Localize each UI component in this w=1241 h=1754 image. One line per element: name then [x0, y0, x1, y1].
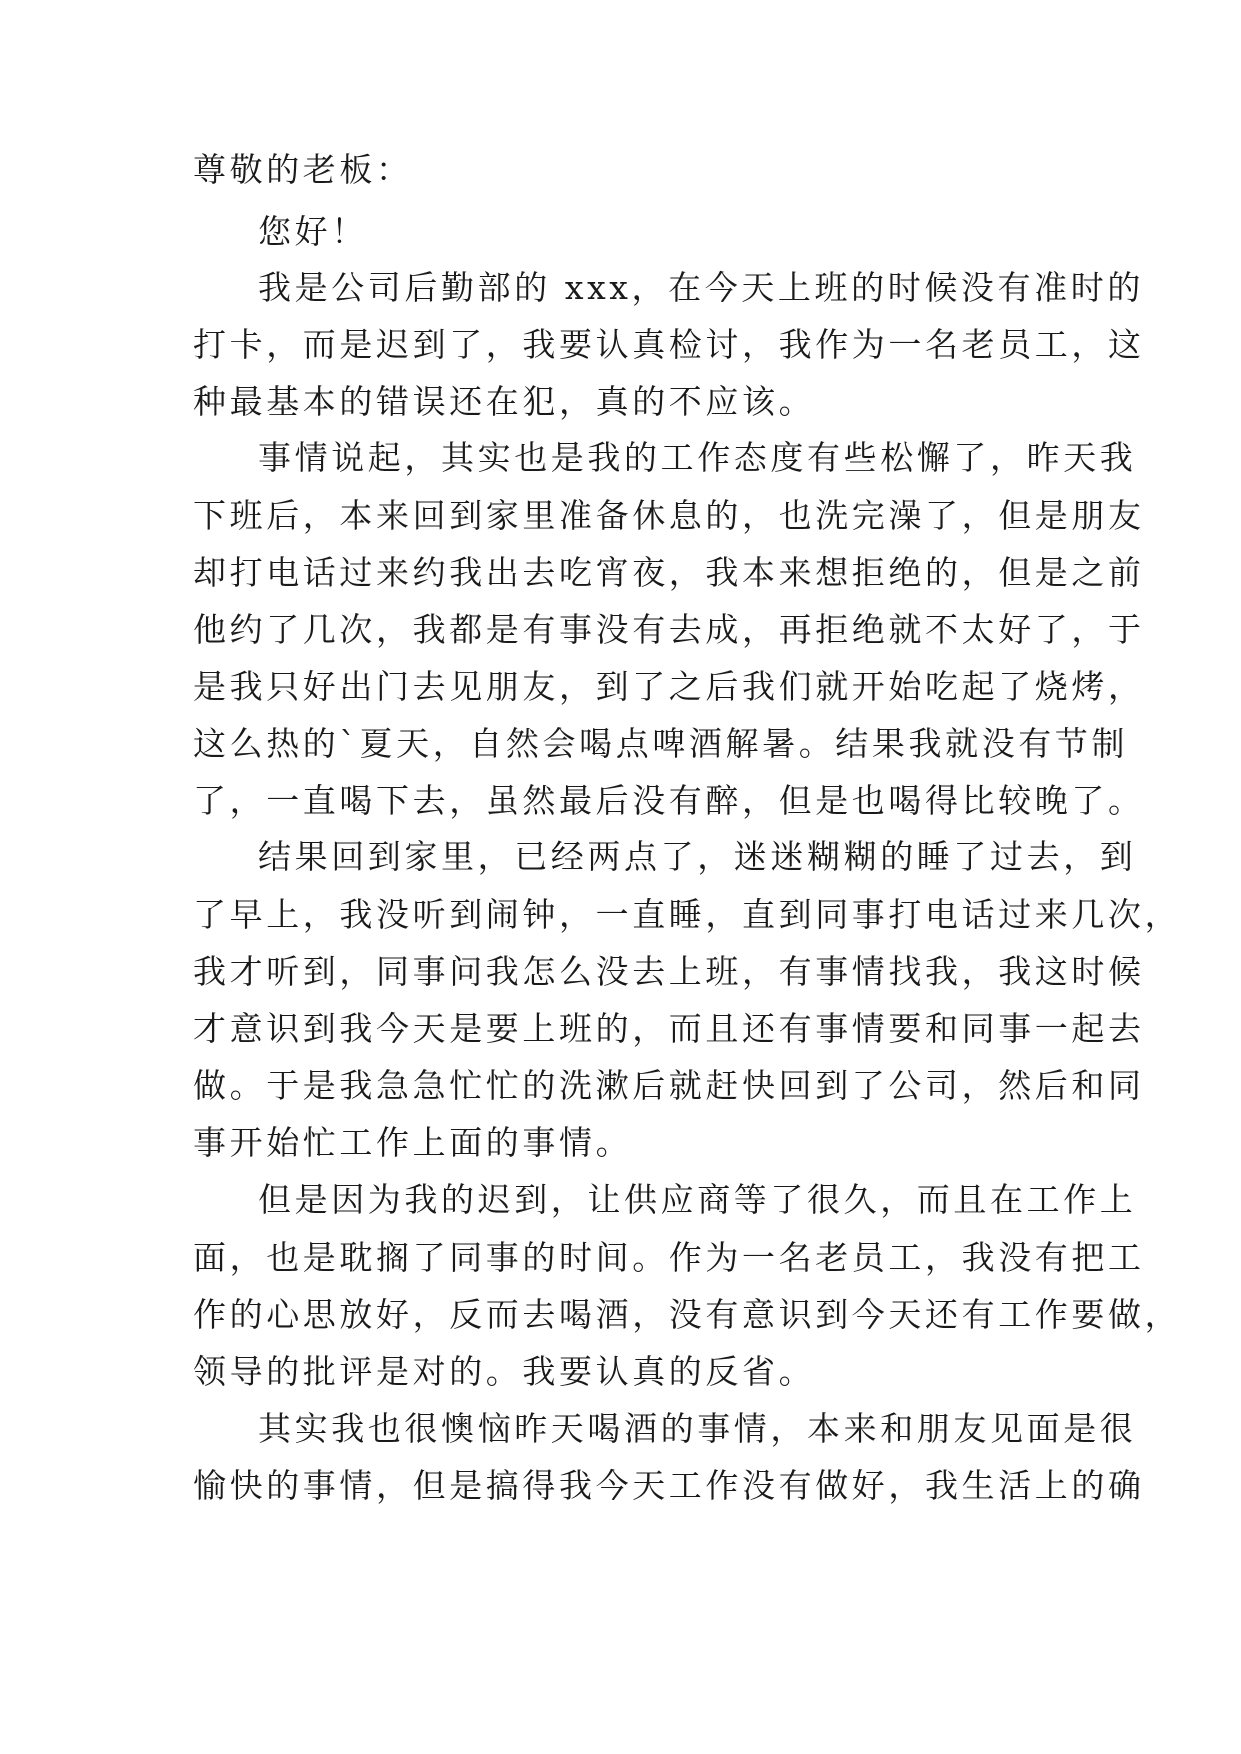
- body-line: 但是因为我的迟到，让供应商等了很久，而且在工作上: [258, 1180, 1137, 1219]
- body-line: 面，也是耽搁了同事的时间。作为一名老员工，我没有把工: [193, 1238, 1145, 1277]
- body-line: 却打电话过来约我出去吃宵夜，我本来想拒绝的，但是之前: [193, 553, 1145, 592]
- body-line: 种最基本的错误还在犯，真的不应该。: [193, 382, 816, 421]
- body-line: 打卡，而是迟到了，我要认真检讨，我作为一名老员工，这: [193, 325, 1145, 364]
- body-line: 了早上，我没听到闹钟，一直睡，直到同事打电话过来几次，: [193, 895, 1182, 934]
- body-line: 是我只好出门去见朋友，到了之后我们就开始吃起了烧烤，: [193, 667, 1145, 706]
- body-line: 事开始忙工作上面的事情。: [193, 1123, 633, 1162]
- body-line: 事情说起，其实也是我的工作态度有些松懈了，昨天我: [258, 438, 1137, 477]
- body-line: 他约了几次，我都是有事没有去成，再拒绝就不太好了，于: [193, 610, 1145, 649]
- body-line: 做。于是我急急忙忙的洗漱后就赶快回到了公司，然后和同: [193, 1066, 1145, 1105]
- body-line: 领导的批评是对的。我要认真的反省。: [193, 1352, 816, 1391]
- body-line: 我才听到，同事问我怎么没去上班，有事情找我，我这时候: [193, 952, 1145, 991]
- body-line: 作的心思放好，反而去喝酒，没有意识到今天还有工作要做，: [193, 1295, 1182, 1334]
- body-line: 愉快的事情，但是搞得我今天工作没有做好，我生活上的确: [193, 1466, 1145, 1505]
- body-line: 结果回到家里，已经两点了，迷迷糊糊的睡了过去，到: [258, 837, 1137, 876]
- greeting: 您好！: [258, 212, 368, 251]
- salutation: 尊敬的老板：: [193, 150, 413, 189]
- body-line: 其实我也很懊恼昨天喝酒的事情，本来和朋友见面是很: [258, 1409, 1137, 1448]
- body-line: 我是公司后勤部的 xxx，在今天上班的时候没有准时的: [258, 268, 1144, 307]
- body-line: 下班后，本来回到家里准备休息的，也洗完澡了，但是朋友: [193, 496, 1145, 535]
- body-line: 才意识到我今天是要上班的，而且还有事情要和同事一起去: [193, 1009, 1145, 1048]
- body-line: 这么热的`夏天，自然会喝点啤酒解暑。结果我就没有节制: [193, 724, 1129, 763]
- body-line: 了，一直喝下去，虽然最后没有醉，但是也喝得比较晚了。: [193, 781, 1145, 820]
